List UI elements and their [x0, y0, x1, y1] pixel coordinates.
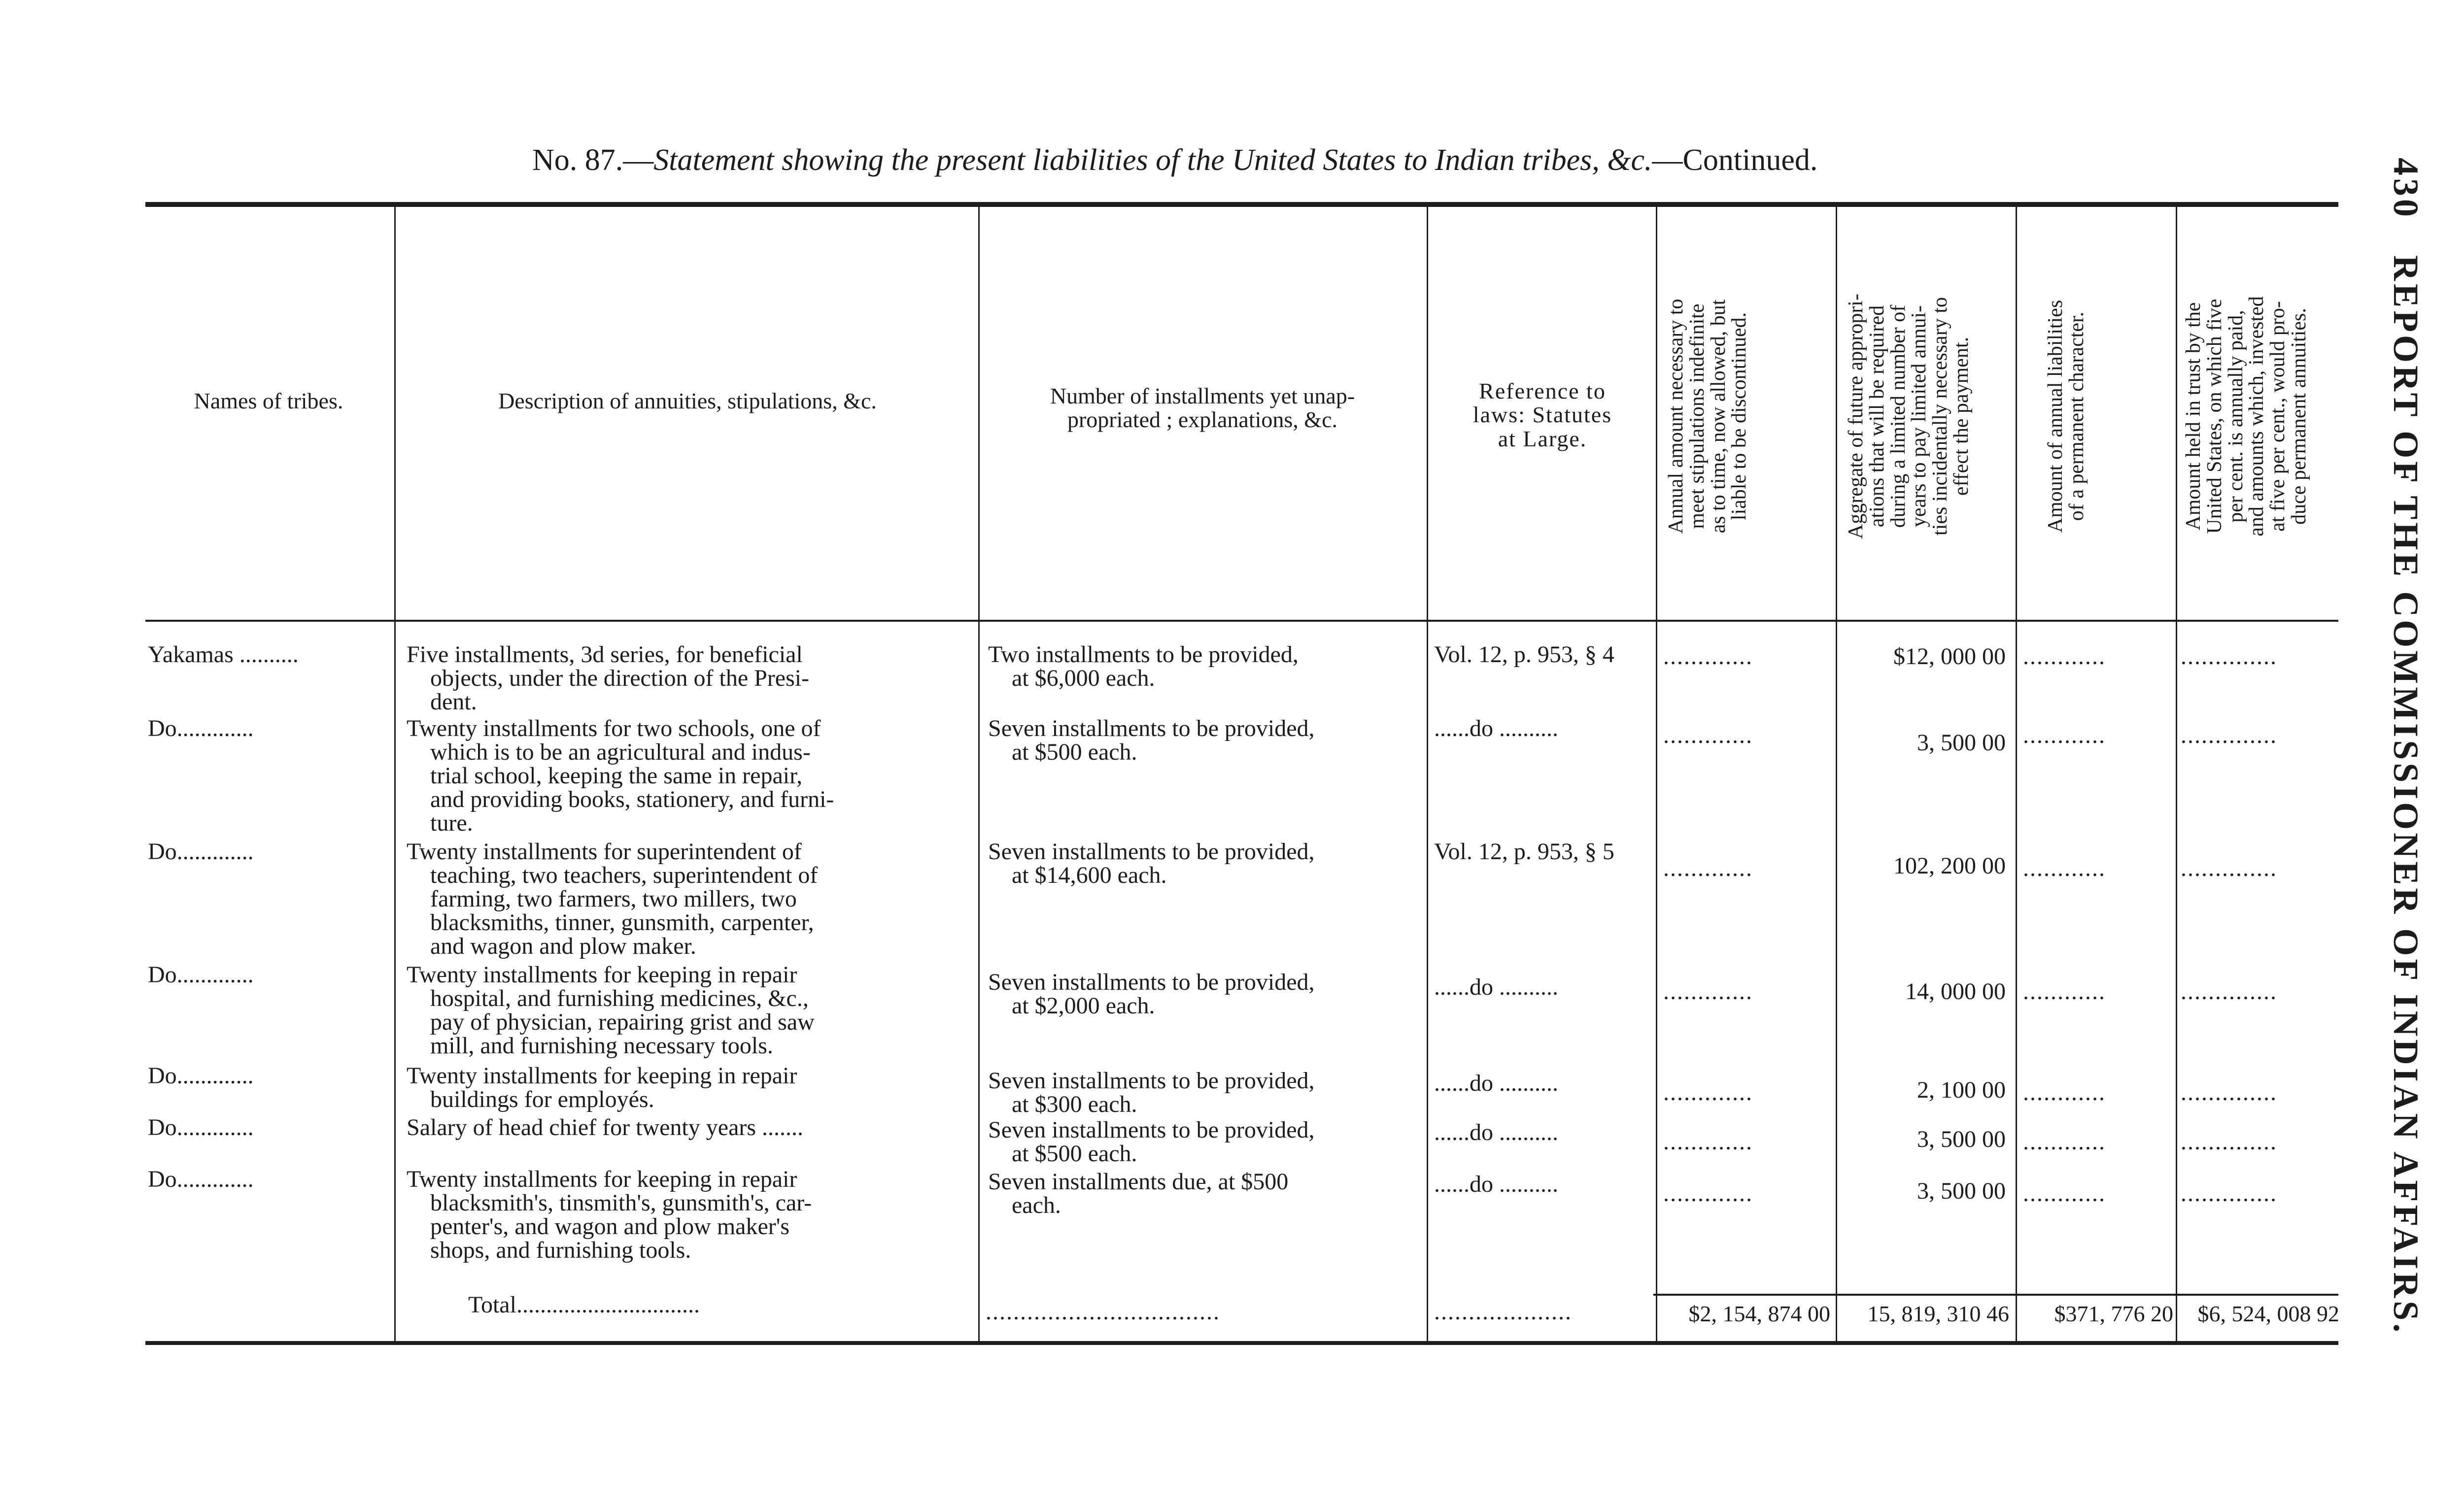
- row-trust: ..............: [2181, 643, 2277, 670]
- column-divider: [394, 207, 396, 1341]
- column-divider: [978, 207, 980, 1341]
- row-reference: ......do ..........: [1434, 974, 1558, 1000]
- total-annual: $2, 154, 874 00: [1688, 1301, 1830, 1326]
- row-trust: ..............: [2181, 1180, 2277, 1207]
- header-tribes: Names of tribes.: [194, 388, 343, 413]
- title-italic: Statement showing the present liabilities of the United States to Indian tribes, &c.: [653, 143, 1652, 177]
- row-annual: .............: [1663, 1180, 1753, 1207]
- column-divider: [1427, 207, 1428, 1341]
- row-aggregate: $12, 000 00: [1893, 643, 2006, 670]
- running-head-block: [2385, 158, 2426, 1335]
- row-aggregate: 3, 500 00: [1917, 1126, 2006, 1152]
- row-installments: Two installments to be provided, at $6,000 each.: [988, 641, 1299, 691]
- row-reference: Vol. 12, p. 953, § 4: [1434, 641, 1614, 668]
- row-permanent: ............: [2023, 855, 2106, 881]
- row-tribe: Do.............: [148, 1166, 254, 1192]
- total-label: Total...............................: [468, 1292, 700, 1318]
- total-installments: ..................................: [986, 1299, 1220, 1325]
- header-reference: Reference to laws: Statutes at Large.: [1472, 378, 1612, 451]
- row-installments: Seven installments to be provided, at $300 each.: [988, 1068, 1315, 1117]
- row-reference: ......do ..........: [1434, 1119, 1558, 1145]
- header-permanent: Amount of annual liabilities of a permanent character.: [2044, 300, 2088, 533]
- total-trust: $6, 524, 008 92: [2197, 1301, 2339, 1326]
- row-annual: .............: [1663, 722, 1753, 748]
- row-installments: Seven installments due, at $500 each.: [988, 1169, 1289, 1218]
- row-installments: Seven installments to be provided, at $500 each.: [988, 1117, 1315, 1167]
- row-description: Twenty installments for superintendent of teaching, two teachers, superintendent of farming, two farmers, two millers, two blacksmiths, tinner, gunsmith, carpenter, and wagon and plow maker.: [407, 839, 818, 959]
- row-aggregate: 2, 100 00: [1917, 1077, 2006, 1103]
- row-tribe: Do.............: [148, 839, 254, 865]
- title-prefix: No. 87.—: [532, 143, 654, 177]
- row-annual: .............: [1663, 1129, 1753, 1155]
- header-trust: Amount held in trust by the United States, on which five per cent. is annually paid, and amounts which, invested at five per cent., would pro- duce permanent annuities.: [2182, 296, 2311, 537]
- column-divider: [1836, 207, 1837, 1341]
- row-tribe: Do.............: [148, 1063, 254, 1089]
- header-aggregate: Aggregate of future appropri- ations that will be required during a limited number of years to pay limited annui- ties incidentally necessary to effect the payment.: [1845, 294, 1973, 539]
- row-description: Twenty installments for keeping in repair hospital, and furnishing medicines, &c., pay of physician, repairing grist and saw mill, and furnishing necessary tools.: [407, 962, 815, 1059]
- header-installments: Number of installments yet unap- propriated ; explanations, &c.: [1050, 383, 1355, 433]
- row-reference: Vol. 12, p. 953, § 5: [1434, 839, 1614, 865]
- row-trust: ..............: [2181, 1129, 2277, 1155]
- row-description: Twenty installments for keeping in repair blacksmith's, tinsmith's, gunsmith's, car- penter's, and wagon and plow maker's shops, and furnishing tools.: [407, 1166, 812, 1263]
- row-permanent: ............: [2023, 722, 2106, 748]
- row-tribe: Yakamas ..........: [148, 641, 299, 668]
- total-aggregate: 15, 819, 310 46: [1867, 1301, 2009, 1326]
- row-annual: .............: [1663, 643, 1753, 670]
- total-permanent: $371, 776 20: [2054, 1301, 2173, 1326]
- row-description: Salary of head chief for twenty years .......: [407, 1114, 804, 1141]
- row-tribe: Do.............: [148, 1114, 254, 1141]
- row-permanent: ............: [2023, 1129, 2106, 1155]
- row-description: Twenty installments for two schools, one of which is to be an agricultural and indus- trial school, keeping the same in repair, and providing books, stationery, and furni- ture.: [407, 715, 834, 836]
- header-annual-indefinite: Annual amount necessary to meet stipulations indefinite as to time, now allowed, but liable to be discontinued.: [1665, 299, 1751, 534]
- header-bottom-rule: [145, 620, 2338, 622]
- row-installments: Seven installments to be provided, at $500 each.: [988, 715, 1315, 765]
- row-description: Twenty installments for keeping in repair buildings for employés.: [407, 1063, 797, 1112]
- table-bottom-rule: [145, 1341, 2338, 1345]
- title-suffix: —Continued.: [1652, 143, 1818, 177]
- running-head: REPORT OF THE COMMISSIONER OF INDIAN AFFAIRS.: [2386, 255, 2426, 1336]
- header-description: Description of annuities, stipulations, &c.: [498, 388, 877, 413]
- row-annual: .............: [1663, 978, 1753, 1005]
- row-trust: ..............: [2181, 978, 2277, 1005]
- row-trust: ..............: [2181, 1079, 2277, 1106]
- row-permanent: ............: [2023, 978, 2106, 1005]
- row-permanent: ............: [2023, 1079, 2106, 1106]
- table-top-rule: [145, 202, 2338, 207]
- total-reference: ....................: [1434, 1299, 1572, 1325]
- row-installments: Seven installments to be provided, at $2,000 each.: [988, 969, 1315, 1019]
- row-reference: ......do ..........: [1434, 1171, 1558, 1197]
- row-description: Five installments, 3d series, for beneficial objects, under the direction of the Presi- dent.: [407, 641, 810, 715]
- row-aggregate: 3, 500 00: [1917, 1178, 2006, 1204]
- row-aggregate: 14, 000 00: [1905, 978, 2006, 1005]
- row-aggregate: 3, 500 00: [1917, 730, 2006, 756]
- row-trust: ..............: [2181, 855, 2277, 881]
- row-trust: ..............: [2181, 722, 2277, 748]
- column-divider: [1656, 207, 1657, 1341]
- row-reference: ......do ..........: [1434, 1070, 1558, 1096]
- row-permanent: ............: [2023, 1180, 2106, 1207]
- row-tribe: Do.............: [148, 962, 254, 988]
- row-tribe: Do.............: [148, 715, 254, 741]
- total-rule: [1653, 1294, 2338, 1296]
- row-aggregate: 102, 200 00: [1893, 853, 2006, 879]
- row-installments: Seven installments to be provided, at $14,600 each.: [988, 839, 1315, 888]
- page-title: [532, 143, 2011, 178]
- row-annual: .............: [1663, 855, 1753, 881]
- page-number: 430: [2386, 158, 2426, 220]
- column-divider: [2016, 207, 2017, 1341]
- row-annual: .............: [1663, 1079, 1753, 1106]
- column-divider: [2176, 207, 2177, 1341]
- row-reference: ......do ..........: [1434, 715, 1558, 741]
- row-permanent: ............: [2023, 643, 2106, 670]
